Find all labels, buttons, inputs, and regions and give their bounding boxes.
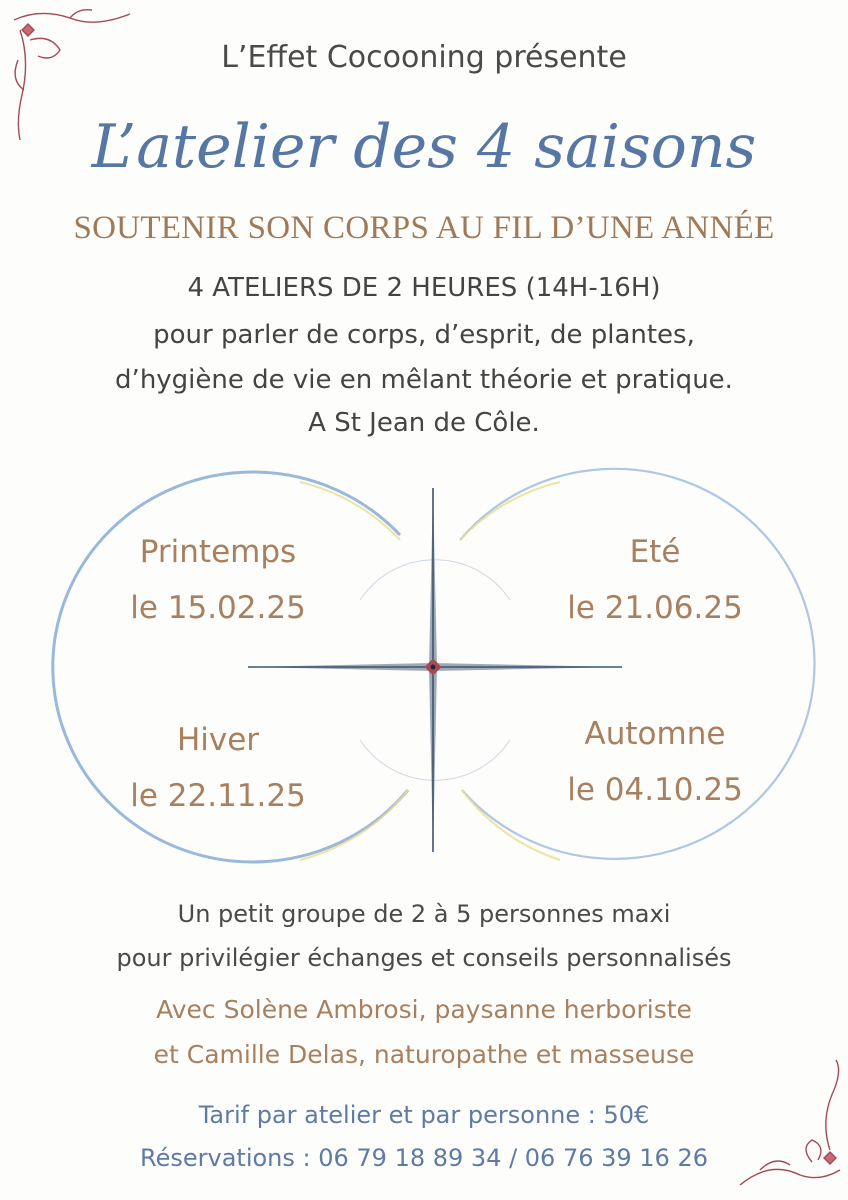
season-winter <box>118 712 318 824</box>
page-title: L’atelier des 4 saisons <box>91 112 757 182</box>
season-date: le 22.11.25 <box>130 778 306 814</box>
season-date: le 21.06.25 <box>567 590 743 626</box>
season-date: le 04.10.25 <box>567 772 743 808</box>
price-line: Tarif par atelier et par personne : 50€ <box>198 1101 650 1129</box>
group-line-1: Un petit groupe de 2 à 5 personnes maxi <box>177 900 671 928</box>
intro-line-4: A St Jean de Côle. <box>308 408 540 438</box>
host-line-1: Avec Solène Ambrosi, paysanne herboriste <box>156 995 692 1024</box>
intro-line-1: 4 ATELIERS DE 2 HEURES (14H-16H) <box>187 273 661 303</box>
season-name: Automne <box>584 716 726 752</box>
intro-line-3: d’hygiène de vie en mêlant théorie et pratique. <box>115 365 733 395</box>
host-line-2: et Camille Delas, naturopathe et masseuse <box>153 1040 695 1069</box>
page-subtitle: SOUTENIR SON CORPS AU FIL D’UNE ANNÉE <box>73 210 775 246</box>
season-date: le 15.02.25 <box>130 590 306 626</box>
reservation-phones: Réservations : 06 79 18 89 34 / 06 76 39 16 26 <box>140 1144 708 1172</box>
season-name: Hiver <box>176 722 260 758</box>
season-autumn <box>550 706 760 818</box>
presenter-line: L’Effet Cocooning présente <box>221 40 627 75</box>
season-spring <box>118 524 318 636</box>
intro-line-2: pour parler de corps, d’esprit, de plantes, <box>153 320 695 350</box>
season-summer <box>550 524 760 636</box>
season-name: Printemps <box>139 534 297 570</box>
season-name: Eté <box>629 534 681 570</box>
group-line-2: pour privilégier échanges et conseils personnalisés <box>116 944 732 972</box>
